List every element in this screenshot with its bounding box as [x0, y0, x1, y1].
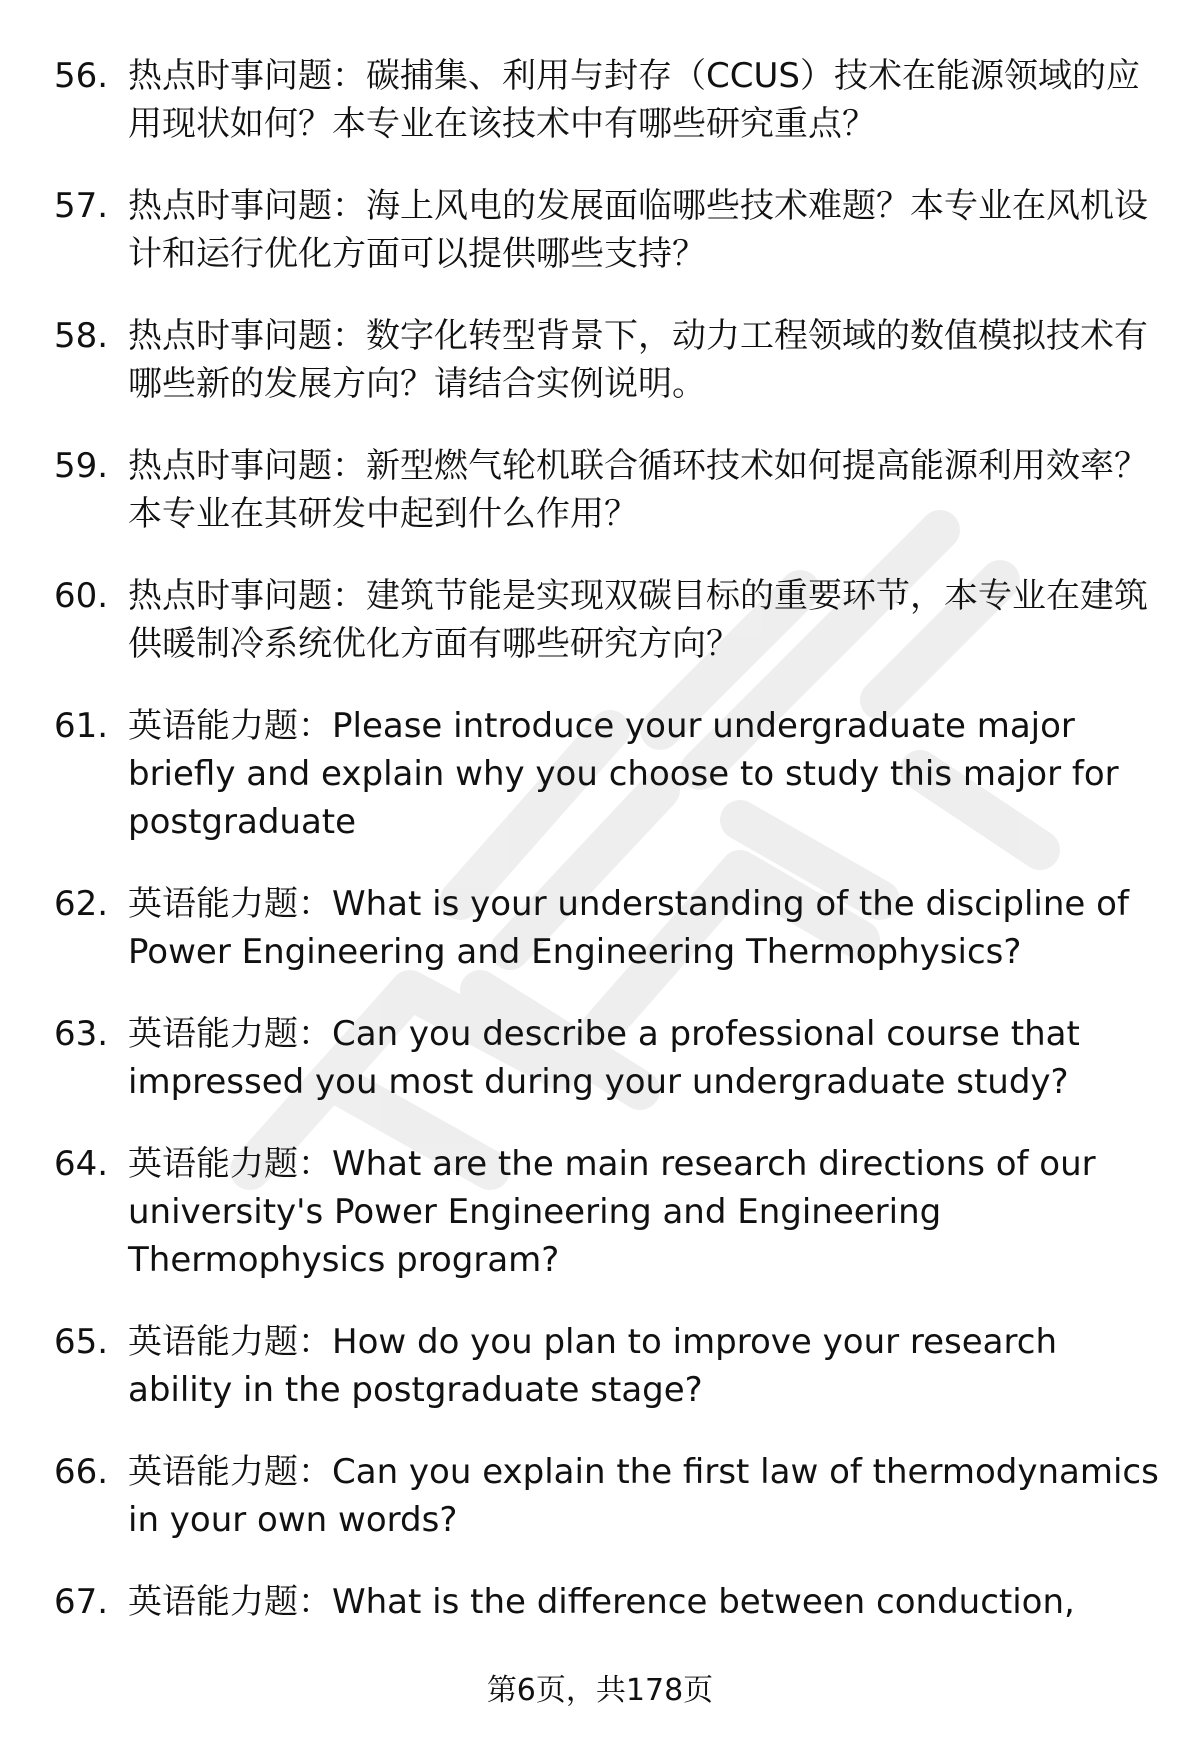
question-category: 英语能力题： — [128, 1322, 332, 1362]
question-number: 62. — [54, 884, 109, 924]
question-body: How do you plan to improve your research ability in the postgraduate stage? — [128, 1322, 1057, 1410]
question-list — [0, 52, 1200, 1660]
question-category: 热点时事问题： — [128, 56, 366, 96]
question-body: Please introduce your undergraduate major briefly and explain why you choose to study this major for postgraduate — [128, 706, 1119, 842]
question-body: What are the main research directions of our university's Power Engineering and Engineering Thermophysics program? — [128, 1144, 1096, 1280]
question-body: What is your understanding of the discipline of Power Engineering and Engineering Thermophysics? — [128, 884, 1129, 972]
list-item — [0, 442, 1200, 538]
question-body: What is the difference between conduction, — [332, 1582, 1075, 1622]
question-category: 英语能力题： — [128, 1452, 332, 1492]
question-category: 热点时事问题： — [128, 316, 366, 356]
question-text — [128, 1140, 1163, 1284]
page-indicator: 第6页，共178页 — [486, 1673, 714, 1708]
list-item — [0, 572, 1200, 668]
question-number: 60. — [54, 576, 109, 616]
list-item — [0, 1578, 1200, 1626]
question-number: 59. — [54, 446, 109, 486]
question-category: 英语能力题： — [128, 1014, 332, 1054]
question-number: 66. — [54, 1452, 109, 1492]
question-body: 建筑节能是实现双碳目标的重要环节，本专业在建筑供暖制冷系统优化方面有哪些研究方向？ — [128, 576, 1148, 664]
list-item — [0, 312, 1200, 408]
question-number: 65. — [54, 1322, 109, 1362]
question-text — [128, 312, 1163, 408]
question-text — [128, 1010, 1163, 1106]
question-number: 63. — [54, 1014, 109, 1054]
question-body: 海上风电的发展面临哪些技术难题？本专业在风机设计和运行优化方面可以提供哪些支持？ — [128, 186, 1148, 274]
question-text — [128, 442, 1163, 538]
list-item — [0, 1010, 1200, 1106]
question-category: 热点时事问题： — [128, 576, 366, 616]
list-item — [0, 52, 1200, 148]
question-text — [128, 182, 1163, 278]
question-body: 碳捕集、利用与封存（CCUS）技术在能源领域的应用现状如何？本专业在该技术中有哪些研究重点？ — [128, 56, 1140, 144]
question-number: 56. — [54, 56, 109, 96]
question-body: 新型燃气轮机联合循环技术如何提高能源利用效率？本专业在其研发中起到什么作用？ — [128, 446, 1148, 534]
question-category: 英语能力题： — [128, 1582, 332, 1622]
list-item — [0, 1448, 1200, 1544]
question-text — [128, 1448, 1163, 1544]
question-text — [128, 880, 1163, 976]
list-item — [0, 1140, 1200, 1284]
question-number: 67. — [54, 1582, 109, 1622]
question-body: 数字化转型背景下，动力工程领域的数值模拟技术有哪些新的发展方向？请结合实例说明。 — [128, 316, 1148, 404]
question-number: 58. — [54, 316, 109, 356]
question-text — [128, 572, 1163, 668]
question-number: 61. — [54, 706, 109, 746]
question-body: Can you explain the first law of thermodynamics in your own words? — [128, 1452, 1159, 1540]
question-category: 热点时事问题： — [128, 186, 366, 226]
list-item — [0, 880, 1200, 976]
question-category: 英语能力题： — [128, 884, 332, 924]
list-item — [0, 1318, 1200, 1414]
question-number: 64. — [54, 1144, 109, 1184]
list-item — [0, 702, 1200, 846]
list-item — [0, 182, 1200, 278]
question-number: 57. — [54, 186, 109, 226]
question-body: Can you describe a professional course that impressed you most during your undergraduate study? — [128, 1014, 1080, 1102]
question-category: 热点时事问题： — [128, 446, 366, 486]
question-category: 英语能力题： — [128, 1144, 332, 1184]
question-text — [128, 52, 1163, 148]
question-text — [128, 702, 1163, 846]
question-text — [128, 1578, 1163, 1626]
question-category: 英语能力题： — [128, 706, 332, 746]
question-text — [128, 1318, 1163, 1414]
